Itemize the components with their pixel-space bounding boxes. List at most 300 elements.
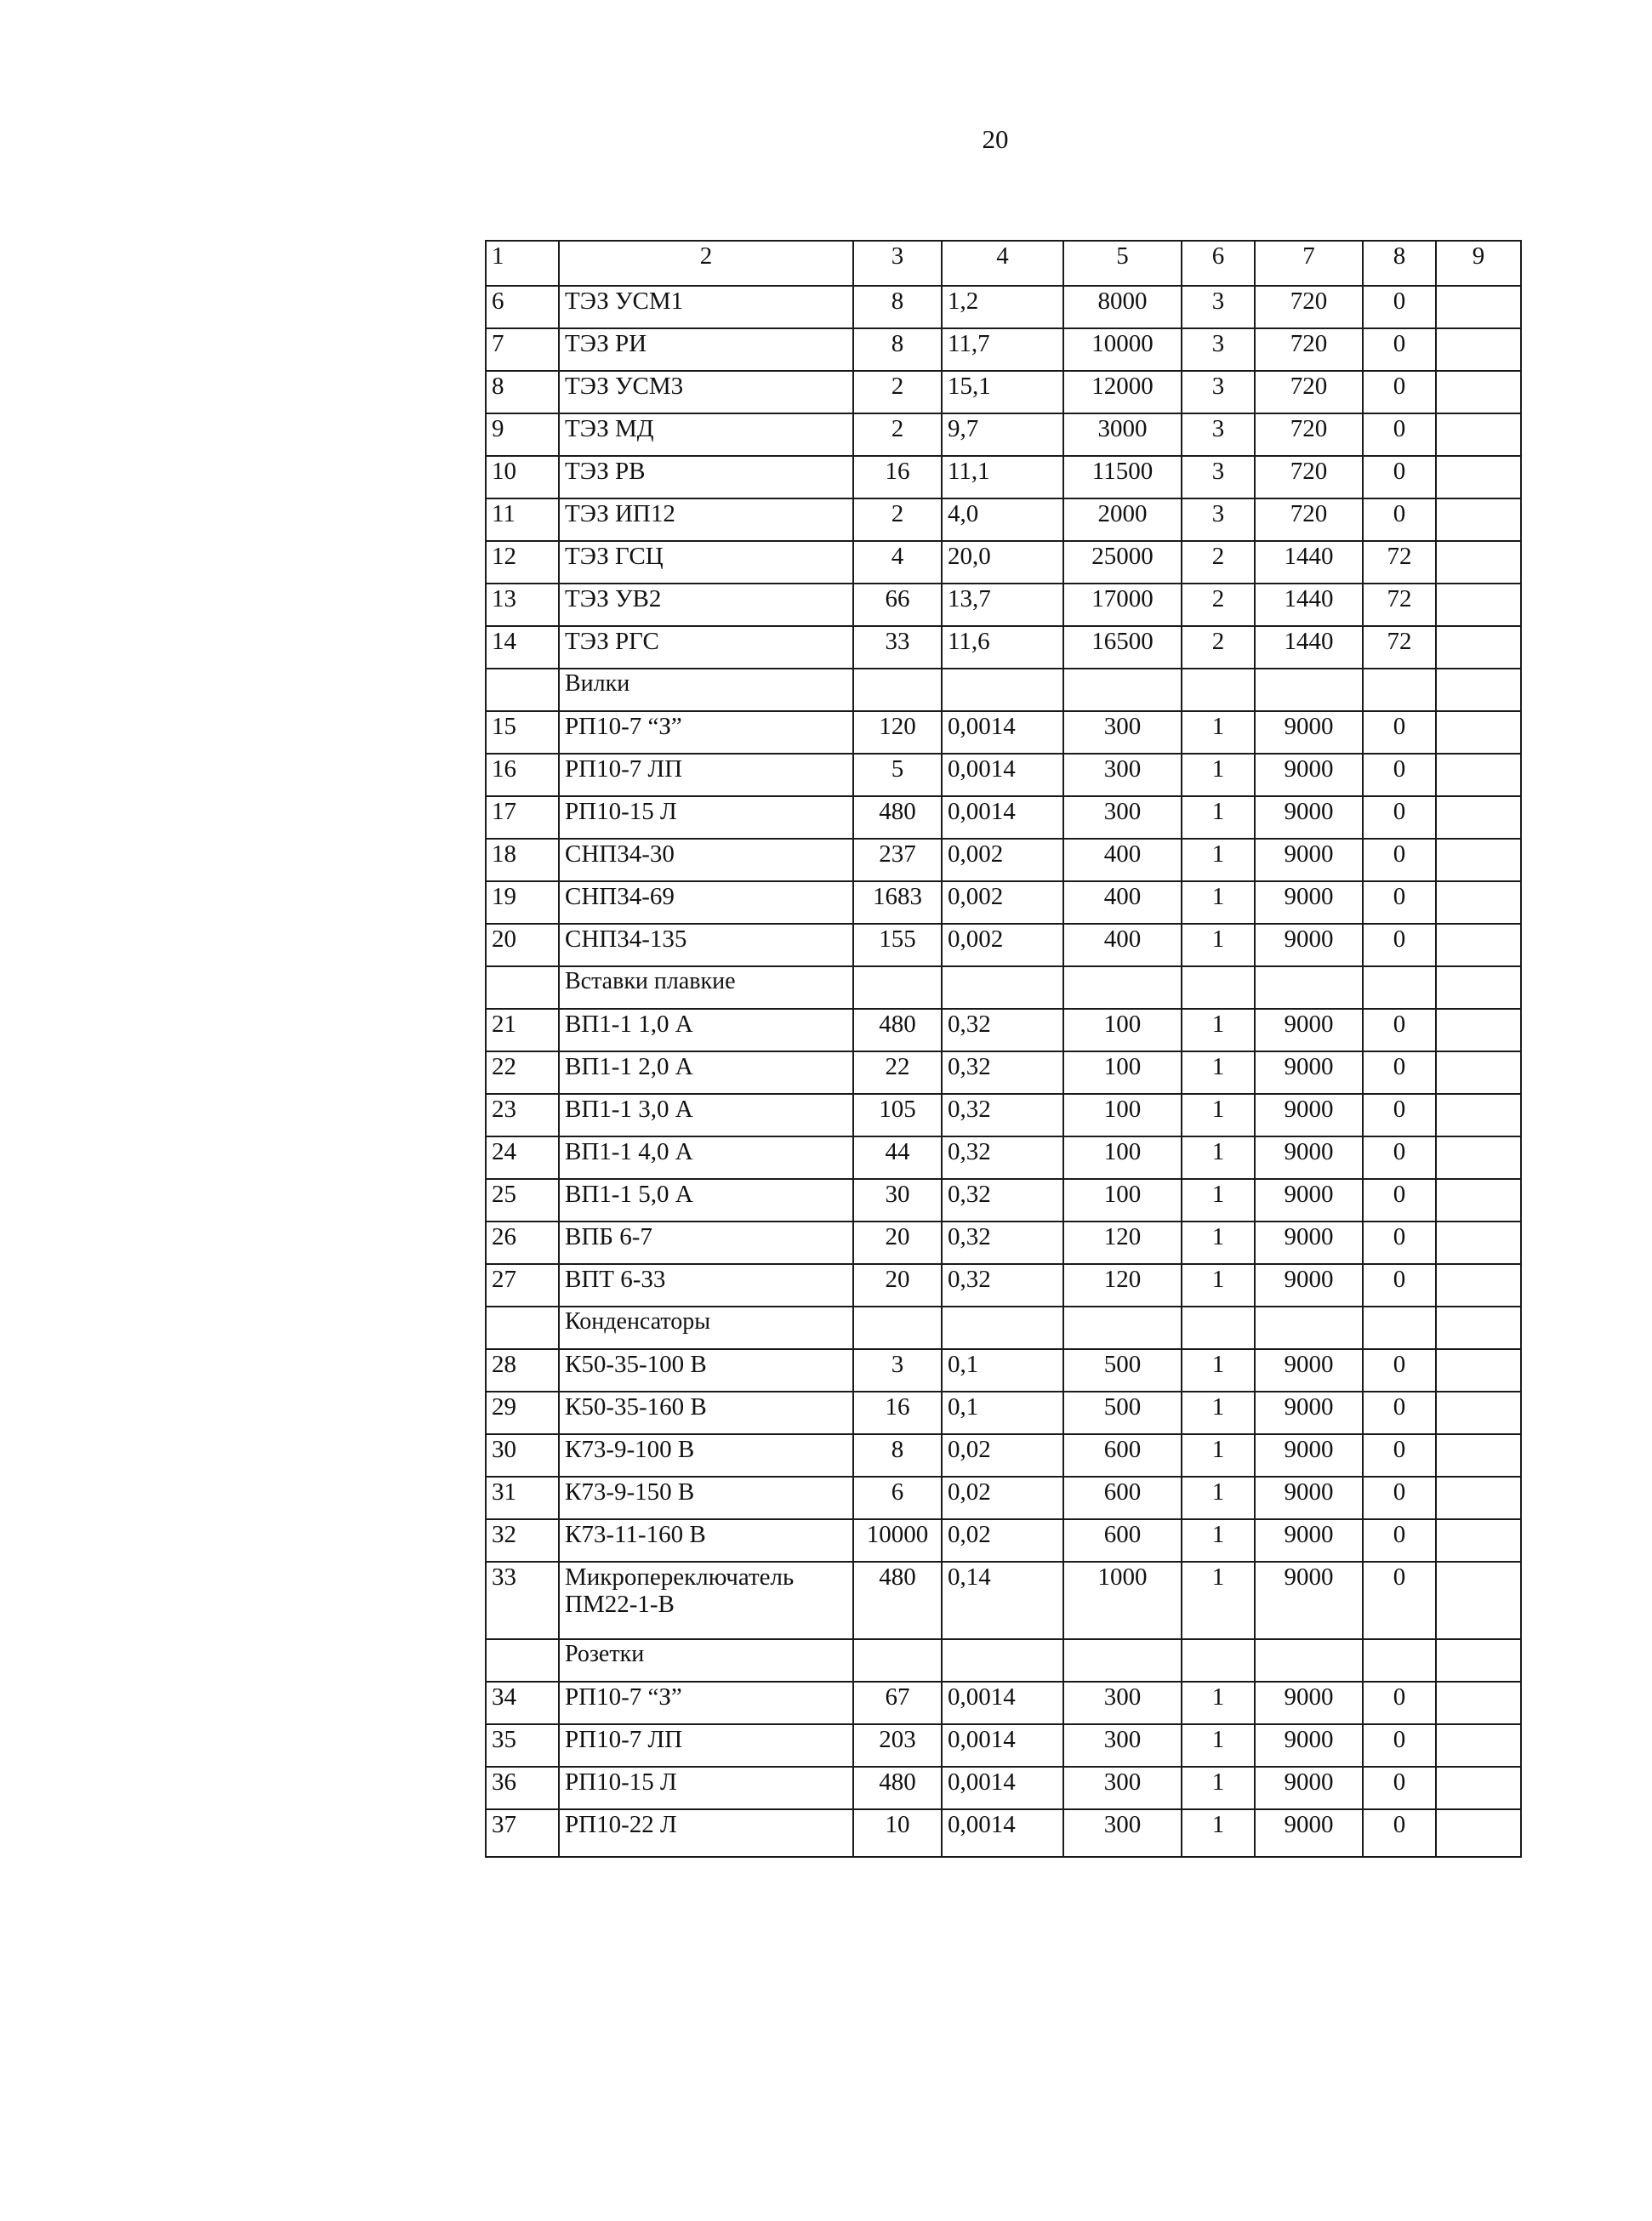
col-note-cell bbox=[1436, 1767, 1521, 1809]
col-time-cell: 0 bbox=[1363, 328, 1436, 371]
col-value-cell bbox=[942, 1307, 1063, 1349]
table-header-row bbox=[486, 241, 1521, 286]
col-note-cell bbox=[1436, 1434, 1521, 1477]
col-note-cell bbox=[1436, 1392, 1521, 1434]
col-value-cell: 13,7 bbox=[942, 584, 1063, 626]
col-name-cell: ТЭЗ ГСЦ bbox=[559, 541, 853, 584]
col-note-cell bbox=[1436, 413, 1521, 456]
col-time-cell: 0 bbox=[1363, 1136, 1436, 1179]
col-quantity-cell: 44 bbox=[853, 1136, 942, 1179]
col-value-cell: 11,6 bbox=[942, 626, 1063, 669]
col-quantity-cell: 120 bbox=[853, 711, 942, 754]
col-value-cell bbox=[942, 1639, 1063, 1682]
col-time-cell: 0 bbox=[1363, 1349, 1436, 1392]
table-row bbox=[486, 1222, 1521, 1264]
col-period-cell: 9000 bbox=[1255, 1477, 1363, 1519]
header-cell-7: 7 bbox=[1255, 241, 1363, 286]
col-note-cell bbox=[1436, 796, 1521, 839]
col-note-cell bbox=[1436, 1519, 1521, 1562]
col-resource-cell: 17000 bbox=[1063, 584, 1182, 626]
col-note-cell bbox=[1436, 1222, 1521, 1264]
col-resource-cell: 300 bbox=[1063, 1809, 1182, 1857]
col-time-cell bbox=[1363, 669, 1436, 711]
col-number-cell: 28 bbox=[486, 1349, 559, 1392]
col-note-cell bbox=[1436, 286, 1521, 328]
col-period-cell: 9000 bbox=[1255, 1009, 1363, 1051]
col-class-cell bbox=[1182, 669, 1255, 711]
col-number-cell: 29 bbox=[486, 1392, 559, 1434]
col-value-cell: 0,32 bbox=[942, 1009, 1063, 1051]
col-quantity-cell: 30 bbox=[853, 1179, 942, 1222]
col-quantity-cell: 2 bbox=[853, 498, 942, 541]
section-row bbox=[486, 1639, 1521, 1682]
col-class-cell bbox=[1182, 1639, 1255, 1682]
col-time-cell: 0 bbox=[1363, 839, 1436, 881]
specification-table bbox=[485, 240, 1522, 1858]
col-time-cell: 0 bbox=[1363, 1809, 1436, 1857]
col-note-cell bbox=[1436, 541, 1521, 584]
col-quantity-cell: 480 bbox=[853, 1767, 942, 1809]
col-period-cell: 720 bbox=[1255, 328, 1363, 371]
header-cell-9: 9 bbox=[1436, 241, 1521, 286]
col-value-cell: 0,02 bbox=[942, 1519, 1063, 1562]
col-quantity-cell bbox=[853, 1639, 942, 1682]
col-resource-cell: 16500 bbox=[1063, 626, 1182, 669]
col-name-cell: К73-11-160 В bbox=[559, 1519, 853, 1562]
col-time-cell: 0 bbox=[1363, 1009, 1436, 1051]
col-quantity-cell: 480 bbox=[853, 1009, 942, 1051]
col-time-cell: 0 bbox=[1363, 1767, 1436, 1809]
col-note-cell bbox=[1436, 1094, 1521, 1136]
col-note-cell bbox=[1436, 1682, 1521, 1724]
col-period-cell: 9000 bbox=[1255, 924, 1363, 966]
table-row bbox=[486, 1682, 1521, 1724]
col-note-cell bbox=[1436, 1307, 1521, 1349]
col-name-cell: РП10-15 Л bbox=[559, 1767, 853, 1809]
col-number-cell: 11 bbox=[486, 498, 559, 541]
col-time-cell: 0 bbox=[1363, 1519, 1436, 1562]
col-time-cell: 0 bbox=[1363, 1222, 1436, 1264]
col-class-cell: 1 bbox=[1182, 1136, 1255, 1179]
col-period-cell: 720 bbox=[1255, 456, 1363, 498]
col-resource-cell: 500 bbox=[1063, 1392, 1182, 1434]
col-period-cell: 9000 bbox=[1255, 1264, 1363, 1307]
col-name-cell: ТЭЗ РГС bbox=[559, 626, 853, 669]
col-name-cell: ТЭЗ УСМ3 bbox=[559, 371, 853, 413]
col-period-cell: 9000 bbox=[1255, 1136, 1363, 1179]
col-class-cell: 1 bbox=[1182, 1392, 1255, 1434]
table-row bbox=[486, 541, 1521, 584]
col-period-cell: 9000 bbox=[1255, 839, 1363, 881]
col-resource-cell: 100 bbox=[1063, 1136, 1182, 1179]
page-number: 20 bbox=[982, 124, 1009, 154]
col-resource-cell bbox=[1063, 669, 1182, 711]
col-number-cell: 15 bbox=[486, 711, 559, 754]
col-class-cell: 1 bbox=[1182, 1222, 1255, 1264]
col-number-cell: 6 bbox=[486, 286, 559, 328]
col-value-cell: 0,32 bbox=[942, 1222, 1063, 1264]
col-name-cell: СНП34-30 bbox=[559, 839, 853, 881]
col-resource-cell bbox=[1063, 1307, 1182, 1349]
col-number-cell: 33 bbox=[486, 1562, 559, 1639]
col-note-cell bbox=[1436, 371, 1521, 413]
col-note-cell bbox=[1436, 1724, 1521, 1767]
col-quantity-cell: 2 bbox=[853, 413, 942, 456]
col-class-cell: 3 bbox=[1182, 286, 1255, 328]
col-period-cell: 9000 bbox=[1255, 1349, 1363, 1392]
col-quantity-cell: 8 bbox=[853, 286, 942, 328]
col-name-cell: Вилки bbox=[559, 669, 853, 711]
col-time-cell: 72 bbox=[1363, 541, 1436, 584]
col-value-cell: 0,0014 bbox=[942, 1809, 1063, 1857]
col-number-cell: 30 bbox=[486, 1434, 559, 1477]
table-row bbox=[486, 711, 1521, 754]
col-quantity-cell: 105 bbox=[853, 1094, 942, 1136]
col-resource-cell: 300 bbox=[1063, 1724, 1182, 1767]
col-resource-cell: 25000 bbox=[1063, 541, 1182, 584]
col-resource-cell: 400 bbox=[1063, 924, 1182, 966]
col-value-cell: 0,0014 bbox=[942, 711, 1063, 754]
col-class-cell: 2 bbox=[1182, 541, 1255, 584]
table-row bbox=[486, 1477, 1521, 1519]
col-time-cell: 0 bbox=[1363, 413, 1436, 456]
col-quantity-cell: 33 bbox=[853, 626, 942, 669]
table-row bbox=[486, 1051, 1521, 1094]
col-note-cell bbox=[1436, 1349, 1521, 1392]
col-value-cell: 0,0014 bbox=[942, 1767, 1063, 1809]
col-resource-cell: 120 bbox=[1063, 1264, 1182, 1307]
col-resource-cell: 300 bbox=[1063, 796, 1182, 839]
col-value-cell: 0,002 bbox=[942, 924, 1063, 966]
col-time-cell: 0 bbox=[1363, 754, 1436, 796]
col-class-cell: 1 bbox=[1182, 1264, 1255, 1307]
col-number-cell bbox=[486, 966, 559, 1009]
col-number-cell: 14 bbox=[486, 626, 559, 669]
col-number-cell: 7 bbox=[486, 328, 559, 371]
col-name-cell: ВП1-1 3,0 А bbox=[559, 1094, 853, 1136]
col-resource-cell: 100 bbox=[1063, 1051, 1182, 1094]
col-time-cell: 0 bbox=[1363, 1724, 1436, 1767]
col-number-cell: 27 bbox=[486, 1264, 559, 1307]
header-cell-3: 3 bbox=[853, 241, 942, 286]
col-class-cell: 3 bbox=[1182, 498, 1255, 541]
col-quantity-cell: 20 bbox=[853, 1222, 942, 1264]
col-class-cell: 3 bbox=[1182, 456, 1255, 498]
col-period-cell: 9000 bbox=[1255, 1051, 1363, 1094]
section-row bbox=[486, 966, 1521, 1009]
col-number-cell: 21 bbox=[486, 1009, 559, 1051]
col-number-cell: 8 bbox=[486, 371, 559, 413]
col-quantity-cell: 10000 bbox=[853, 1519, 942, 1562]
col-resource-cell: 300 bbox=[1063, 1767, 1182, 1809]
col-name-cell: ТЭЗ УСМ1 bbox=[559, 286, 853, 328]
col-name-cell: ВП1-1 5,0 А bbox=[559, 1179, 853, 1222]
col-number-cell: 31 bbox=[486, 1477, 559, 1519]
col-number-cell: 22 bbox=[486, 1051, 559, 1094]
col-number-cell bbox=[486, 669, 559, 711]
col-time-cell: 0 bbox=[1363, 711, 1436, 754]
table-row bbox=[486, 371, 1521, 413]
col-note-cell bbox=[1436, 498, 1521, 541]
col-period-cell bbox=[1255, 1307, 1363, 1349]
col-class-cell: 2 bbox=[1182, 584, 1255, 626]
header-cell-4: 4 bbox=[942, 241, 1063, 286]
col-time-cell: 0 bbox=[1363, 371, 1436, 413]
col-value-cell: 0,32 bbox=[942, 1094, 1063, 1136]
col-value-cell: 1,2 bbox=[942, 286, 1063, 328]
col-quantity-cell: 8 bbox=[853, 1434, 942, 1477]
col-class-cell: 3 bbox=[1182, 413, 1255, 456]
col-note-cell bbox=[1436, 1639, 1521, 1682]
col-class-cell: 1 bbox=[1182, 1767, 1255, 1809]
col-quantity-cell: 3 bbox=[853, 1349, 942, 1392]
col-quantity-cell: 2 bbox=[853, 371, 942, 413]
table-row bbox=[486, 328, 1521, 371]
col-name-cell: К50-35-160 В bbox=[559, 1392, 853, 1434]
col-number-cell: 37 bbox=[486, 1809, 559, 1857]
col-note-cell bbox=[1436, 1809, 1521, 1857]
col-name-cell: ВП1-1 4,0 А bbox=[559, 1136, 853, 1179]
col-value-cell: 0,1 bbox=[942, 1392, 1063, 1434]
col-value-cell: 11,7 bbox=[942, 328, 1063, 371]
col-resource-cell: 400 bbox=[1063, 839, 1182, 881]
table-row bbox=[486, 839, 1521, 881]
col-quantity-cell: 16 bbox=[853, 1392, 942, 1434]
col-value-cell: 0,0014 bbox=[942, 1682, 1063, 1724]
col-name-cell: ТЭЗ МД bbox=[559, 413, 853, 456]
col-note-cell bbox=[1436, 1477, 1521, 1519]
col-quantity-cell: 22 bbox=[853, 1051, 942, 1094]
col-period-cell: 9000 bbox=[1255, 1392, 1363, 1434]
col-period-cell: 9000 bbox=[1255, 1222, 1363, 1264]
table-row bbox=[486, 626, 1521, 669]
col-class-cell: 1 bbox=[1182, 754, 1255, 796]
col-resource-cell: 400 bbox=[1063, 881, 1182, 924]
col-value-cell: 0,32 bbox=[942, 1264, 1063, 1307]
col-number-cell: 20 bbox=[486, 924, 559, 966]
col-quantity-cell: 203 bbox=[853, 1724, 942, 1767]
col-value-cell: 0,32 bbox=[942, 1051, 1063, 1094]
col-time-cell: 0 bbox=[1363, 1179, 1436, 1222]
col-number-cell bbox=[486, 1307, 559, 1349]
col-number-cell: 26 bbox=[486, 1222, 559, 1264]
col-class-cell: 1 bbox=[1182, 881, 1255, 924]
col-name-cell: РП10-7 “З” bbox=[559, 1682, 853, 1724]
col-name-cell: РП10-7 “З” bbox=[559, 711, 853, 754]
col-number-cell: 10 bbox=[486, 456, 559, 498]
col-value-cell bbox=[942, 966, 1063, 1009]
col-time-cell: 0 bbox=[1363, 924, 1436, 966]
table-row bbox=[486, 1136, 1521, 1179]
col-time-cell: 0 bbox=[1363, 1264, 1436, 1307]
col-class-cell: 1 bbox=[1182, 1051, 1255, 1094]
col-name-cell: РП10-7 ЛП bbox=[559, 754, 853, 796]
col-period-cell bbox=[1255, 669, 1363, 711]
table-row bbox=[486, 1809, 1521, 1857]
col-note-cell bbox=[1436, 966, 1521, 1009]
col-period-cell: 9000 bbox=[1255, 796, 1363, 839]
col-note-cell bbox=[1436, 881, 1521, 924]
col-time-cell: 0 bbox=[1363, 1434, 1436, 1477]
col-resource-cell: 600 bbox=[1063, 1434, 1182, 1477]
table-body bbox=[486, 241, 1521, 1857]
col-resource-cell: 2000 bbox=[1063, 498, 1182, 541]
section-row bbox=[486, 1307, 1521, 1349]
col-period-cell: 1440 bbox=[1255, 541, 1363, 584]
col-name-cell: К50-35-100 В bbox=[559, 1349, 853, 1392]
table-row bbox=[486, 1009, 1521, 1051]
col-name-cell: ВПТ 6-33 bbox=[559, 1264, 853, 1307]
col-name-cell: К73-9-100 В bbox=[559, 1434, 853, 1477]
table-row bbox=[486, 1724, 1521, 1767]
col-time-cell: 72 bbox=[1363, 584, 1436, 626]
col-number-cell: 19 bbox=[486, 881, 559, 924]
col-name-cell: ВП1-1 1,0 А bbox=[559, 1009, 853, 1051]
col-class-cell: 1 bbox=[1182, 1519, 1255, 1562]
col-resource-cell: 10000 bbox=[1063, 328, 1182, 371]
col-value-cell: 0,0014 bbox=[942, 1724, 1063, 1767]
col-value-cell: 0,1 bbox=[942, 1349, 1063, 1392]
col-number-cell: 17 bbox=[486, 796, 559, 839]
table-row bbox=[486, 1179, 1521, 1222]
col-note-cell bbox=[1436, 711, 1521, 754]
col-note-cell bbox=[1436, 839, 1521, 881]
col-number-cell: 16 bbox=[486, 754, 559, 796]
col-note-cell bbox=[1436, 754, 1521, 796]
col-time-cell: 0 bbox=[1363, 498, 1436, 541]
col-note-cell bbox=[1436, 626, 1521, 669]
table-row bbox=[486, 498, 1521, 541]
col-class-cell: 1 bbox=[1182, 711, 1255, 754]
col-time-cell: 0 bbox=[1363, 796, 1436, 839]
col-resource-cell: 120 bbox=[1063, 1222, 1182, 1264]
col-note-cell bbox=[1436, 669, 1521, 711]
col-class-cell: 1 bbox=[1182, 839, 1255, 881]
col-number-cell: 12 bbox=[486, 541, 559, 584]
col-period-cell: 720 bbox=[1255, 498, 1363, 541]
table-row bbox=[486, 1562, 1521, 1639]
col-class-cell bbox=[1182, 1307, 1255, 1349]
col-note-cell bbox=[1436, 456, 1521, 498]
col-time-cell: 0 bbox=[1363, 1051, 1436, 1094]
col-quantity-cell: 5 bbox=[853, 754, 942, 796]
table-row bbox=[486, 1434, 1521, 1477]
col-note-cell bbox=[1436, 1136, 1521, 1179]
col-class-cell: 1 bbox=[1182, 1179, 1255, 1222]
col-value-cell: 0,0014 bbox=[942, 754, 1063, 796]
col-value-cell: 4,0 bbox=[942, 498, 1063, 541]
col-value-cell: 0,32 bbox=[942, 1136, 1063, 1179]
header-cell-8: 8 bbox=[1363, 241, 1436, 286]
table-row bbox=[486, 1392, 1521, 1434]
col-time-cell: 0 bbox=[1363, 1392, 1436, 1434]
header-cell-2: 2 bbox=[559, 241, 853, 286]
col-time-cell: 0 bbox=[1363, 881, 1436, 924]
col-name-cell: СНП34-69 bbox=[559, 881, 853, 924]
col-name-cell: Микропереключатель ПМ22-1-В bbox=[559, 1562, 853, 1639]
col-resource-cell: 600 bbox=[1063, 1477, 1182, 1519]
col-class-cell: 1 bbox=[1182, 1349, 1255, 1392]
col-resource-cell: 1000 bbox=[1063, 1562, 1182, 1639]
table-row bbox=[486, 584, 1521, 626]
col-value-cell: 9,7 bbox=[942, 413, 1063, 456]
col-time-cell bbox=[1363, 966, 1436, 1009]
col-number-cell: 25 bbox=[486, 1179, 559, 1222]
table-row bbox=[486, 1264, 1521, 1307]
col-period-cell: 9000 bbox=[1255, 711, 1363, 754]
col-note-cell bbox=[1436, 328, 1521, 371]
col-class-cell: 1 bbox=[1182, 796, 1255, 839]
col-value-cell: 0,32 bbox=[942, 1179, 1063, 1222]
col-quantity-cell: 480 bbox=[853, 796, 942, 839]
col-class-cell: 2 bbox=[1182, 626, 1255, 669]
col-name-cell: РП10-15 Л bbox=[559, 796, 853, 839]
col-resource-cell: 100 bbox=[1063, 1094, 1182, 1136]
col-value-cell: 0,0014 bbox=[942, 796, 1063, 839]
col-name-cell: ВПБ 6-7 bbox=[559, 1222, 853, 1264]
col-period-cell: 9000 bbox=[1255, 1562, 1363, 1639]
col-name-cell: ТЭЗ УВ2 bbox=[559, 584, 853, 626]
col-number-cell: 18 bbox=[486, 839, 559, 881]
col-time-cell: 0 bbox=[1363, 1477, 1436, 1519]
col-period-cell bbox=[1255, 1639, 1363, 1682]
table-row bbox=[486, 456, 1521, 498]
col-number-cell: 32 bbox=[486, 1519, 559, 1562]
col-quantity-cell: 66 bbox=[853, 584, 942, 626]
col-class-cell: 3 bbox=[1182, 371, 1255, 413]
col-name-cell: Конденсаторы bbox=[559, 1307, 853, 1349]
col-value-cell: 15,1 bbox=[942, 371, 1063, 413]
col-quantity-cell: 10 bbox=[853, 1809, 942, 1857]
col-name-cell: РП10-22 Л bbox=[559, 1809, 853, 1857]
header-cell-1: 1 bbox=[486, 241, 559, 286]
col-resource-cell: 300 bbox=[1063, 711, 1182, 754]
col-time-cell: 0 bbox=[1363, 286, 1436, 328]
table-row bbox=[486, 413, 1521, 456]
col-value-cell: 0,002 bbox=[942, 839, 1063, 881]
col-resource-cell: 3000 bbox=[1063, 413, 1182, 456]
col-note-cell bbox=[1436, 1264, 1521, 1307]
col-class-cell: 1 bbox=[1182, 1562, 1255, 1639]
col-time-cell: 0 bbox=[1363, 1562, 1436, 1639]
col-note-cell bbox=[1436, 1179, 1521, 1222]
col-period-cell: 9000 bbox=[1255, 1434, 1363, 1477]
header-cell-6: 6 bbox=[1182, 241, 1255, 286]
col-period-cell bbox=[1255, 966, 1363, 1009]
col-name-cell: РП10-7 ЛП bbox=[559, 1724, 853, 1767]
col-resource-cell: 11500 bbox=[1063, 456, 1182, 498]
table-row bbox=[486, 754, 1521, 796]
table-row bbox=[486, 1349, 1521, 1392]
col-quantity-cell: 67 bbox=[853, 1682, 942, 1724]
col-number-cell: 23 bbox=[486, 1094, 559, 1136]
col-quantity-cell: 6 bbox=[853, 1477, 942, 1519]
col-note-cell bbox=[1436, 1009, 1521, 1051]
col-quantity-cell: 155 bbox=[853, 924, 942, 966]
col-resource-cell: 8000 bbox=[1063, 286, 1182, 328]
col-number-cell: 35 bbox=[486, 1724, 559, 1767]
col-class-cell: 1 bbox=[1182, 1477, 1255, 1519]
col-time-cell: 0 bbox=[1363, 1094, 1436, 1136]
col-name-cell: К73-9-150 В bbox=[559, 1477, 853, 1519]
col-period-cell: 9000 bbox=[1255, 881, 1363, 924]
col-resource-cell: 300 bbox=[1063, 754, 1182, 796]
col-period-cell: 720 bbox=[1255, 371, 1363, 413]
col-quantity-cell: 1683 bbox=[853, 881, 942, 924]
col-name-cell: СНП34-135 bbox=[559, 924, 853, 966]
col-note-cell bbox=[1436, 1562, 1521, 1639]
col-number-cell: 24 bbox=[486, 1136, 559, 1179]
